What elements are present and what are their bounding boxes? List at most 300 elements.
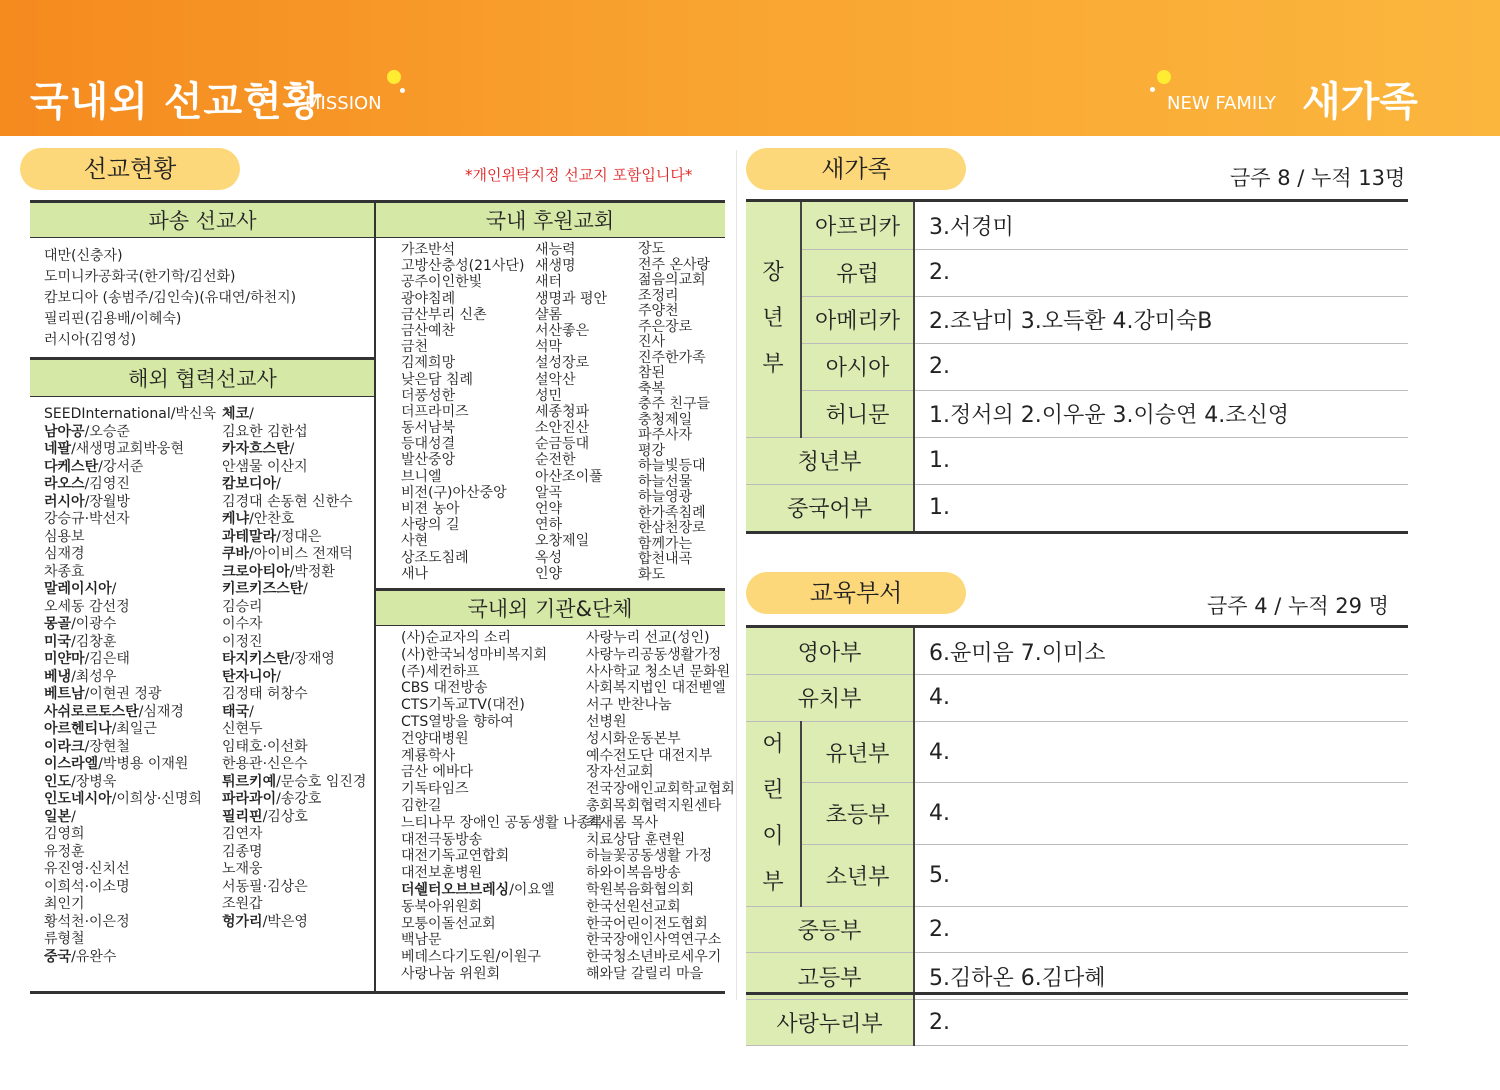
name-label: CTS기독교TV(대전)	[401, 697, 525, 714]
sent-missionaries-list	[44, 246, 296, 351]
list-item: 새나	[401, 565, 429, 582]
list-item: 서구 반찬나눔	[586, 697, 672, 714]
table-row	[746, 484, 1408, 531]
list-item	[401, 832, 604, 849]
name-label: 오세동 감선정	[44, 598, 130, 615]
list-item	[44, 424, 216, 442]
domestic-list-col1	[401, 242, 524, 582]
country-label: 베트남	[44, 686, 85, 702]
list-item	[401, 899, 604, 916]
row-label: 아시아	[801, 343, 914, 390]
list-item: 사랑누리공동생활가정	[586, 646, 722, 663]
country-label: 이스라엘	[44, 756, 99, 772]
country-label: 아르헨티나	[44, 721, 112, 737]
list-item	[222, 791, 366, 809]
list-item: 주양천	[638, 303, 679, 319]
list-item: 도미니카공화국(한기학/김선화)	[44, 269, 236, 285]
list-item	[401, 966, 604, 983]
organizations-header: 국내외 기관&단체	[375, 588, 725, 626]
table-row	[746, 845, 1408, 907]
name-label: /김창훈	[71, 633, 117, 650]
name-label: /장병욱	[71, 773, 117, 790]
country-label: 다케스탄	[44, 458, 99, 475]
list-item: 러시아(김영성)	[44, 332, 137, 348]
name-label: 차종효	[44, 563, 85, 580]
list-item: 하와이복음방송	[586, 865, 681, 882]
list-item	[44, 826, 216, 844]
list-item: 연하	[535, 517, 563, 534]
list-item	[222, 704, 366, 722]
domestic-churches-header: 국내 후원교회	[375, 200, 725, 238]
name-label: 대전보훈병원	[401, 865, 483, 882]
list-item: 한삼천장로	[638, 520, 706, 536]
list-item: 금산부리 신촌	[401, 306, 487, 323]
list-item	[222, 756, 366, 774]
list-item: 충청제일	[638, 411, 693, 428]
name-label: /오승준	[84, 423, 130, 440]
country-label: 과테말라	[222, 528, 277, 545]
name-label: 이수자	[222, 616, 263, 632]
row-value: 2.	[914, 249, 1408, 296]
list-item: 서산좋은	[535, 322, 590, 339]
country-label: 남아공	[44, 423, 85, 440]
list-item	[401, 680, 604, 697]
name-label: 노재웅	[222, 861, 263, 877]
country-label: 쿠바	[222, 546, 250, 562]
newfamily-count: 금주 8 / 누적 13명	[1230, 166, 1406, 190]
list-item: 새생명	[535, 258, 576, 275]
name-label: 유정훈	[44, 843, 85, 860]
list-item: 알곡	[535, 484, 563, 501]
name-label: 느티나무 장애인 공동생활 나종복	[401, 814, 604, 831]
name-label: 안샘물 이산지	[222, 458, 308, 475]
list-item: 공주이인한빛	[401, 274, 483, 291]
name-label: SEEDInternational/박신욱	[44, 406, 216, 422]
mission-note: *개인위탁지정 선교지 포함입니다*	[465, 166, 693, 184]
list-item: 하늘선물	[638, 473, 693, 490]
list-item: 최새롬 목사	[586, 814, 659, 831]
list-item: 성민	[535, 387, 563, 404]
education-table	[746, 628, 1408, 1046]
mission-column-rule	[374, 200, 376, 992]
section-label: 장 년 부	[746, 202, 801, 437]
row-value: 2.	[914, 343, 1408, 390]
list-item: 광야침례	[401, 290, 456, 307]
list-item: 가조반석	[401, 242, 456, 258]
name-label: /이요엘	[509, 881, 555, 898]
row-value: 1.	[914, 484, 1408, 531]
name-label: 유진영·신치선	[44, 861, 130, 877]
name-label: 서동필·김상은	[222, 878, 308, 895]
name-label: 김승리	[222, 598, 263, 615]
list-item: 순전한	[535, 452, 576, 469]
name-label: 김요한 김한섭	[222, 423, 308, 440]
decor-dot-icon	[400, 88, 405, 93]
list-item: 축복	[638, 380, 666, 397]
row-value: 2.조남미 3.오득환 4.강미숙B	[914, 296, 1408, 343]
row-value: 2.	[914, 906, 1408, 953]
name-label: 임태호·이선화	[222, 738, 308, 755]
list-item: 생명과 평안	[535, 290, 608, 307]
list-item: 합천내곡	[638, 551, 693, 567]
name-label: 조원갑	[222, 896, 263, 912]
list-item: 비전(구)아산중앙	[401, 484, 507, 501]
list-item	[401, 664, 604, 681]
decor-dot-icon	[1150, 87, 1155, 92]
name-label: /송강호	[276, 791, 322, 807]
list-item	[222, 616, 366, 634]
education-bottom-rule	[746, 992, 1408, 995]
list-item: 브니엘	[401, 468, 442, 485]
name-label: /강서준	[98, 458, 144, 475]
country-label: 러시아	[44, 493, 85, 510]
list-item: 성시화운동본부	[586, 730, 681, 747]
name-label: /이광수	[71, 616, 117, 632]
list-item	[44, 634, 216, 652]
list-item	[222, 844, 366, 862]
domestic-list-col2	[535, 242, 607, 582]
country-label: 사쉬로르토스탄	[44, 703, 139, 720]
name-label: 이희석·이소명	[44, 878, 130, 895]
list-item	[44, 651, 216, 669]
name-label: 베데스다기도원/이원구	[401, 949, 541, 966]
list-item: 대만(신충자)	[44, 248, 123, 264]
name-label: 최인기	[44, 896, 85, 912]
name-label: /최일근	[111, 721, 157, 737]
list-item	[44, 791, 216, 809]
country-label: 탄자니아	[222, 668, 277, 685]
list-item: 석막	[535, 339, 563, 356]
list-item	[44, 739, 216, 757]
list-item: 한국청소년바로세우기	[586, 949, 722, 966]
list-item	[44, 686, 216, 704]
list-item	[44, 459, 216, 477]
row-label: 청년부	[746, 437, 914, 484]
list-item: 사현	[401, 533, 429, 550]
name-label: /안찬호	[249, 511, 295, 527]
list-item	[44, 599, 216, 617]
list-item	[44, 879, 216, 897]
row-label: 초등부	[801, 783, 914, 845]
country-label: 크로아티아	[222, 563, 290, 580]
row-label: 유치부	[746, 675, 914, 722]
organizations-list-col1	[401, 630, 604, 983]
list-item: 파주사자	[638, 427, 693, 443]
name-label: 황석천·이은정	[44, 913, 130, 930]
list-item	[44, 529, 216, 547]
name-label: /김영진	[84, 476, 130, 492]
name-label: 류형철	[44, 931, 85, 947]
list-item: 고방산충성(21사단)	[401, 258, 525, 275]
name-label: 한용관·신은수	[222, 756, 308, 772]
list-item	[222, 564, 366, 582]
row-label: 중등부	[746, 906, 914, 953]
row-label: 유년부	[801, 721, 914, 783]
name-label: /새생명교회박웅현	[71, 441, 184, 457]
list-item: 장도	[638, 241, 666, 257]
name-label: 사랑나눔 위원회	[401, 965, 501, 982]
list-item	[44, 774, 216, 792]
list-item	[222, 634, 366, 652]
list-item: 설악산	[535, 371, 576, 388]
country-label: 인도	[44, 773, 72, 790]
education-count: 금주 4 / 누적 29 명	[1207, 594, 1389, 618]
list-item	[44, 949, 216, 967]
list-item: 사랑누리 선교(성인)	[586, 630, 710, 646]
page-subtitle: MISSION	[305, 93, 382, 114]
list-item	[401, 932, 604, 949]
list-item	[44, 581, 216, 599]
row-label: 고등부	[746, 953, 914, 1000]
list-item: 전국장애인교회학교협회	[586, 781, 735, 798]
list-item: 소안진산	[535, 420, 590, 437]
list-item: 사랑의 길	[401, 517, 460, 534]
list-item	[222, 826, 366, 844]
list-item: 함께가는	[638, 535, 693, 552]
list-item	[222, 581, 366, 599]
list-item: 설성장로	[535, 355, 590, 372]
list-item: 선병원	[586, 713, 627, 730]
name-label: 김영희	[44, 826, 85, 842]
name-label: /장재영	[289, 651, 335, 667]
name-label: /유완수	[71, 948, 117, 965]
name-label: /이희상·신명희	[111, 791, 202, 807]
list-item	[44, 669, 216, 687]
country-label: 인도네시아	[44, 791, 112, 807]
row-label: 아프리카	[801, 202, 914, 249]
overseas-missionaries-header: 해외 협력선교사	[30, 357, 375, 397]
list-item: 샬롬	[535, 306, 563, 323]
name-label: (사)순교자의 소리	[401, 630, 512, 646]
list-item	[44, 704, 216, 722]
list-item	[44, 756, 216, 774]
list-item: 한국선원선교회	[586, 898, 681, 915]
list-item	[44, 896, 216, 914]
list-item	[401, 798, 604, 815]
list-item	[401, 714, 604, 731]
list-item: 한국장애인사역연구소	[586, 932, 722, 949]
table-row	[746, 906, 1408, 953]
country-label: 네팔	[44, 441, 72, 457]
list-item: 발산중앙	[401, 452, 456, 469]
list-item	[222, 651, 366, 669]
country-label: 파라과이	[222, 791, 277, 807]
list-item: 새터	[535, 274, 563, 291]
list-item: 하늘영광	[638, 489, 693, 505]
table-row	[746, 675, 1408, 722]
country-label: 타지키스탄	[222, 651, 290, 667]
list-item: 언약	[535, 501, 563, 517]
list-item	[222, 861, 366, 879]
list-item: 필리핀(김용배/이혜숙)	[44, 311, 182, 327]
row-label: 아메리카	[801, 296, 914, 343]
row-value: 4.	[914, 783, 1408, 845]
name-label: CBS 대전방송	[401, 680, 488, 697]
list-item	[222, 424, 366, 442]
list-item: 동서남북	[401, 420, 456, 437]
list-item	[44, 406, 216, 424]
table-row	[746, 249, 1408, 296]
column-divider	[736, 150, 737, 1000]
list-item: 총회목회협력지원센타	[586, 797, 722, 814]
country-label: 이라크	[44, 738, 85, 755]
name-label: /장현철	[84, 738, 130, 755]
page-title: 국내외 선교현황	[30, 79, 323, 125]
list-item: 오창제일	[535, 533, 590, 550]
name-label: /	[71, 808, 76, 825]
list-item: 진사	[638, 334, 666, 350]
list-item	[44, 616, 216, 634]
country-label: 중국	[44, 948, 72, 965]
header-banner	[0, 0, 1500, 136]
name-label: /	[303, 581, 308, 597]
name-label: 동북아위원회	[401, 898, 483, 915]
list-item	[44, 861, 216, 879]
list-item: 진주한가족	[638, 349, 706, 366]
newfamily-table	[746, 202, 1408, 532]
list-item: 예수전도단 대전지부	[586, 747, 713, 764]
name-label: /이현권 정광	[84, 686, 162, 702]
table-row	[746, 437, 1408, 484]
row-value: 1.	[914, 437, 1408, 484]
name-label: 신현두	[222, 721, 263, 737]
list-item: 새능력	[535, 242, 576, 258]
overseas-list-col2	[222, 406, 366, 931]
name-label: 김종명	[222, 843, 263, 860]
newfamily-tag: 새가족	[746, 148, 966, 190]
name-label: 강승규·박선자	[44, 511, 130, 527]
name-label: /	[111, 581, 117, 597]
country-label: 캄보디아	[222, 476, 277, 492]
list-item	[401, 865, 604, 882]
name-label: /심재경	[138, 703, 184, 720]
list-item: 참된	[638, 365, 666, 381]
name-label: (주)세컨하프	[401, 663, 480, 680]
country-label: 헝가리	[222, 913, 263, 930]
row-label: 영아부	[746, 628, 914, 675]
list-item	[222, 914, 366, 932]
list-item: 한가족침례	[638, 504, 706, 521]
list-item: 옥성	[535, 549, 563, 566]
list-item	[44, 914, 216, 932]
list-item	[222, 686, 366, 704]
list-item	[44, 809, 216, 827]
row-value: 6.윤미음 7.이미소	[914, 628, 1408, 675]
table-row	[746, 721, 1408, 783]
list-item	[222, 494, 366, 512]
newfamily-bottom-rule	[746, 531, 1408, 534]
list-item	[401, 748, 604, 765]
name-label: 김정태 허창수	[222, 686, 308, 702]
row-value: 1.정서의 2.이우윤 3.이승연 4.조신영	[914, 390, 1408, 437]
list-item: 전주 온사랑	[638, 256, 711, 273]
table-row	[746, 628, 1408, 675]
list-item	[44, 844, 216, 862]
list-item	[222, 406, 366, 424]
list-item: 한국어린이전도협회	[586, 915, 708, 932]
row-value: 4.	[914, 721, 1408, 783]
list-item	[222, 546, 366, 564]
list-item: 충주 친구들	[638, 396, 711, 412]
list-item	[222, 879, 366, 897]
name-label: /	[276, 668, 281, 685]
name-label: 김연자	[222, 826, 263, 842]
list-item	[222, 809, 366, 827]
list-item: 하늘꽃공동생활 가정	[586, 848, 713, 865]
name-label: /	[249, 703, 254, 720]
row-label: 유럽	[801, 249, 914, 296]
list-item: 상조도침례	[401, 549, 469, 566]
list-item	[44, 931, 216, 949]
list-item	[401, 630, 604, 647]
name-label: 기독타임즈	[401, 781, 469, 798]
country-label: 필리핀	[222, 808, 263, 825]
list-item: 비젼 농아	[401, 501, 460, 517]
list-item: 금천	[401, 339, 429, 356]
name-label: /	[289, 441, 295, 457]
list-item	[222, 739, 366, 757]
country-label: 베냉	[44, 668, 72, 685]
list-item: 학원복음화협의회	[586, 881, 695, 898]
list-item: 더프라미즈	[401, 403, 469, 420]
list-item	[44, 494, 216, 512]
country-label: 키르키즈스탄	[222, 581, 304, 597]
list-item: 장자선교회	[586, 764, 654, 781]
name-label: /박정환	[289, 563, 335, 580]
list-item: 해와달 갈릴리 마을	[586, 965, 704, 982]
list-item: 캄보디아 (송범주/김인숙)(유대연/하천지)	[44, 290, 297, 306]
domestic-list-col3	[638, 242, 710, 583]
name-label: /장월방	[84, 493, 130, 510]
organizations-list-col2	[586, 630, 735, 983]
name-label: /문승호 임진경	[276, 773, 367, 790]
list-item	[401, 848, 604, 865]
list-item	[222, 774, 366, 792]
country-label: 더쉘터오브브레싱	[401, 881, 510, 898]
row-value: 4.	[914, 675, 1408, 722]
overseas-list-col1	[44, 406, 216, 966]
table-row	[746, 343, 1408, 390]
name-label: (사)한국뇌성마비복지회	[401, 646, 548, 663]
row-value: 3.서경미	[914, 202, 1408, 249]
country-label: 미국	[44, 633, 72, 650]
country-label: 카자흐스탄	[222, 441, 290, 457]
name-label: 백남문	[401, 932, 442, 949]
name-label: 계룡학사	[401, 747, 456, 764]
list-item: 젊음의교회	[638, 272, 706, 288]
list-item: 금산예찬	[401, 322, 456, 339]
list-item	[44, 721, 216, 739]
list-item	[222, 529, 366, 547]
name-label: /박은영	[262, 913, 308, 930]
list-item: 순금등대	[535, 436, 590, 453]
list-item	[401, 781, 604, 798]
name-label: 심재경	[44, 546, 85, 562]
list-item	[401, 764, 604, 781]
name-label: 김경대 손동현 신한수	[222, 493, 353, 510]
name-label: 이정진	[222, 633, 263, 650]
list-item	[222, 896, 366, 914]
list-item	[401, 882, 604, 899]
list-item	[44, 511, 216, 529]
list-item	[401, 647, 604, 664]
table-row	[746, 783, 1408, 845]
name-label: /김은태	[84, 651, 130, 667]
right-title: 새가족	[1302, 79, 1418, 125]
country-label: 케냐	[222, 511, 250, 527]
right-subtitle: NEW FAMILY	[1167, 93, 1276, 114]
row-label: 사랑누리부	[746, 999, 914, 1046]
